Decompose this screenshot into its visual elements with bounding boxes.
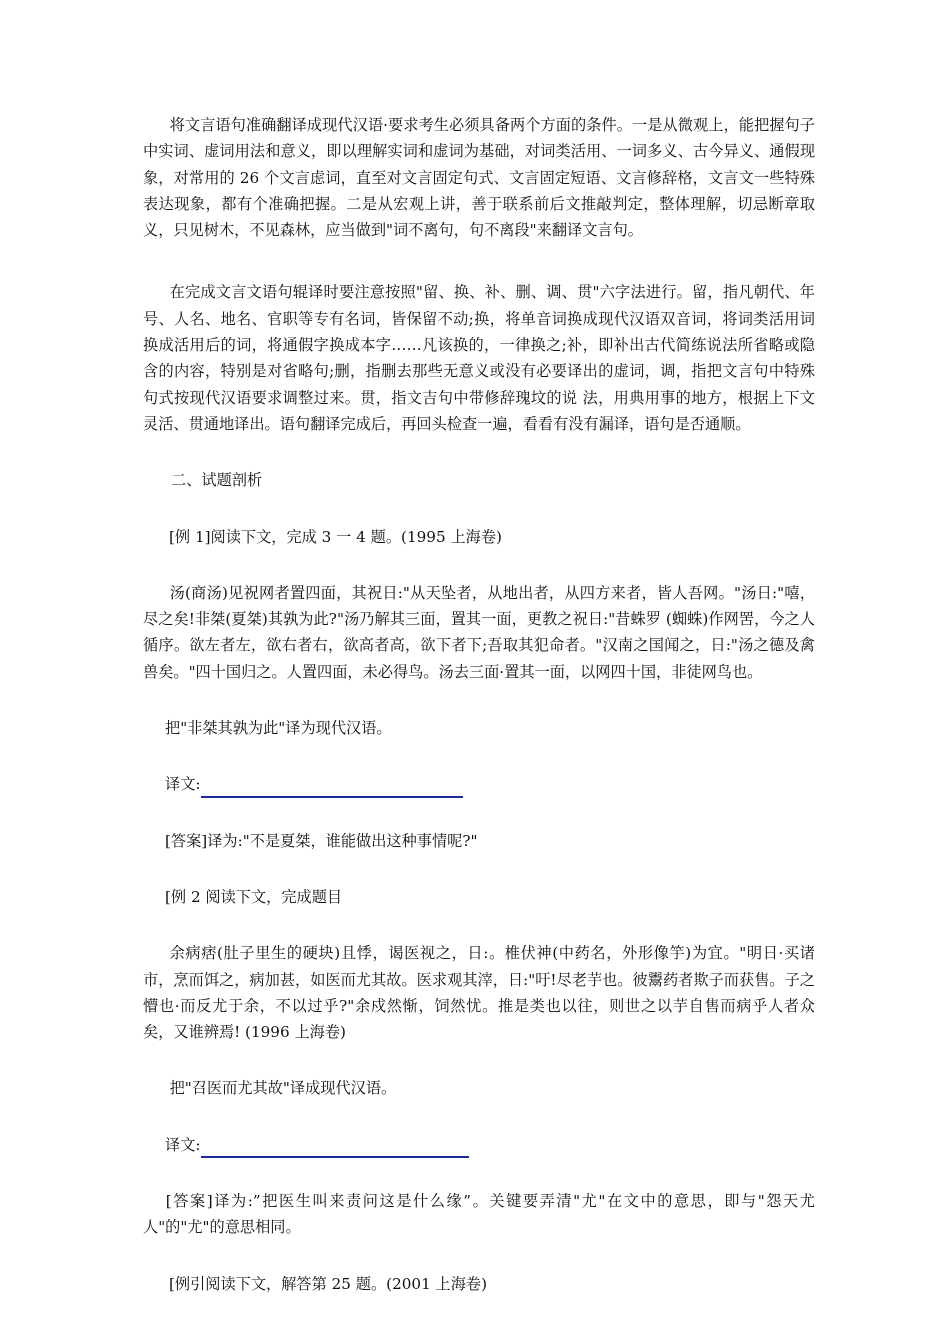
method-paragraph: 在完成文言文语句辊译时要注意按照"留、换、补、删、调、贯"六字法进行。留，指凡朝代、年号、人名、地名、官职等专有名词，皆保留不动;换，将单音词换成现代汉语双音词，将词类活用词换成活用后的词，将通假字换成本字……凡该换的，一律换之;补，即补出古代简练说法所省略或隐含的内容，特别是对省略句;删，指删去那些无意义或没有必要译出的虚词，调，指把文言句中特殊句式按现代汉语要求调整过来。贯，指文吉句中带修辞瑰坟的说 法，用典用事的地方，根据上下文灵活、贯通地译出。语句翻译完成后，再回头检查一遍，看看有没有漏译，语句是否通顺。	[143, 283, 815, 433]
document-page	[143, 112, 815, 1297]
example1-title: [例 1]阅读下文，完成 3 一 4 题。(1995 上海卷)	[169, 527, 502, 546]
example2-passage: 余病痞(肚子里生的硬块)且悸，谒医视之，日:。椎伏神(中药名，外形像竽)为宜。"明日·买诸市，烹而饵之，病加甚，如医而尤其故。医求观其滓，日:"吁!尽老芋也。彼鬻药者欺子而获售。子之懵也·而反尤于余，不以过乎?"余戍然惭，饲然忧。推是类也以往，则世之以芋自售而病乎人者众矣，又谁辨焉! (1996 上海卷)	[143, 944, 815, 1042]
intro-paragraph: 将文言语句准确翻译成现代汉语·要求考生必须具备两个方面的条件。一是从微观上，能把握句子中实词、虚词用法和意义，即以理解实词和虚词为基础，对词类活用、一词多义、古今异义、通假现象，对常用的 26 个文言虑词，直至对文言固定句式、文言固定短语、文言修辞格，文言文一些特殊表达现象，都有个准确把握。二是从宏观上讲，善于联系前后文推敲判定，整体理解，切忌断章取义，只见树木，不见森林，应当做到"词不离句，句不离段"来翻译文言句。	[143, 116, 815, 240]
example2-answer-blank[interactable]	[201, 1138, 469, 1158]
example2-question: 把"召医而尤其故"译成现代汉语。	[169, 1079, 397, 1098]
example3-title: [例引阅读下文，解答第 25 题。(2001 上海卷)	[169, 1274, 488, 1293]
example1-question: 把"非桀其孰为此"译为现代汉语。	[165, 719, 392, 738]
example2-translation-label: 译文:	[165, 1135, 201, 1154]
example1-passage: 汤(商汤)见祝网者置四面，其祝日:"从天坠者，从地出者，从四方来者，皆人吾网。"汤日:"嘻，尽之矣!非桀(夏桀)其孰为此?"汤乃解其三面，置其一面，更教之祝日:"昔蛛罗 (蜘蛛)作网罟，今之人循序。欲左者左，欲右者右，欲高者高，欲下者下;吾取其犯命者。"汉南之国闻之，日:"汤之德及禽兽矣。"四十国归之。人置四面，未必得鸟。汤去三面·置其一面，以网四十国，非徒网鸟也。	[143, 583, 815, 681]
example2-answer: [答案]译为:”把医生叫来责问这是什么缘”。关键要弄清"尤"在文中的意思，即与"怨天尤人"的"尤"的意思相同。	[143, 1192, 815, 1237]
example1-translation-row	[143, 771, 815, 797]
example1-translation-label: 译文:	[165, 775, 201, 794]
section-heading: 二、试题剖析	[171, 471, 263, 490]
example1-answer: [答案]译为:"不是夏桀，谁能做出这种事情呢?"	[165, 831, 478, 850]
example1-answer-blank[interactable]	[201, 778, 463, 798]
example2-title: [例 2 阅读下文，完成题目	[165, 887, 343, 906]
example2-translation-row	[143, 1132, 815, 1158]
